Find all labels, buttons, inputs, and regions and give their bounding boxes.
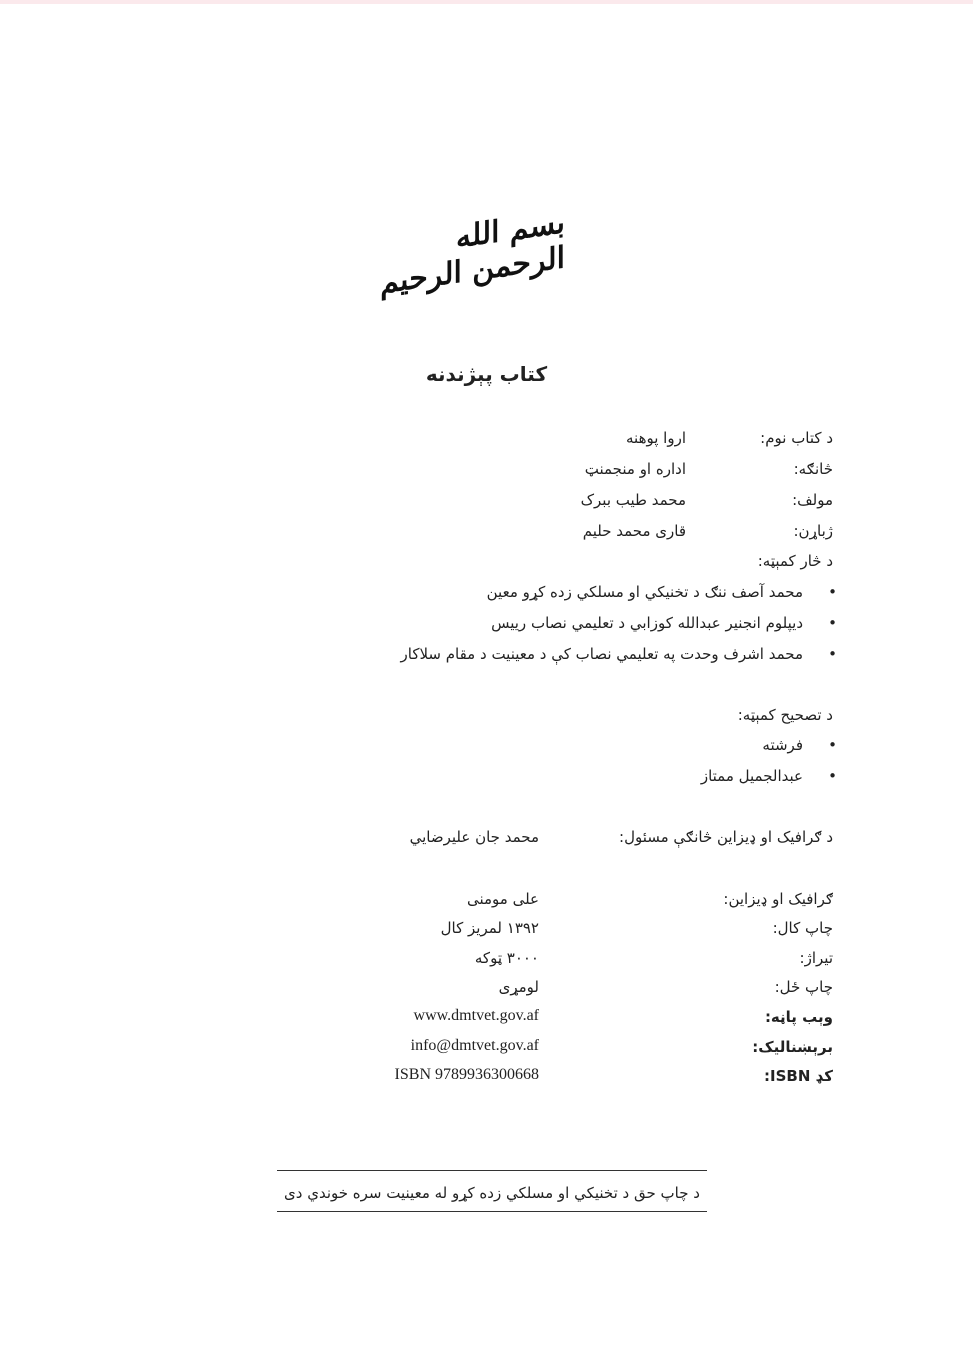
author-label: مولف: bbox=[792, 491, 833, 509]
page-title: کتاب پېژندنه bbox=[425, 362, 548, 386]
book-name-label: د کتاب نوم: bbox=[760, 429, 833, 447]
translator-value: قاری محمد حلیم bbox=[582, 522, 686, 540]
list-item: فرشته • bbox=[762, 735, 803, 755]
circulation-label: تیراژ: bbox=[799, 949, 833, 967]
isbn-value: ISBN 9789936300668 bbox=[394, 1066, 539, 1083]
website-value[interactable]: www.dmtvet.gov.af bbox=[413, 1007, 539, 1024]
translator-label: ژباړن: bbox=[793, 522, 833, 540]
correction-label: د تصحیح کمېټه: bbox=[737, 706, 833, 724]
divider-bottom bbox=[277, 1211, 707, 1212]
print-year-value: ۱۳۹۲ لمریز کال bbox=[440, 919, 539, 937]
print-year-label: چاپ کال: bbox=[772, 919, 833, 937]
circulation-value: ۳۰۰۰ ټوکه bbox=[474, 949, 539, 967]
isbn-label: کډ ISBN: bbox=[764, 1067, 833, 1085]
edition-value: لومړی bbox=[498, 978, 539, 996]
book-name-value: اروا پوهنه bbox=[626, 429, 686, 447]
list-item: دیپلوم انجنیر عبدالله کوزابي د تعلیمي نصاب رییس • bbox=[491, 613, 803, 633]
divider-top bbox=[277, 1170, 707, 1171]
email-label: برېښنالیک: bbox=[752, 1038, 833, 1056]
department-value: اداره او منجمنټ bbox=[584, 460, 686, 478]
copyright-notice: د چاپ حق د تخنیکي او مسلکي زده کړو له معینیت سره خوندي دی bbox=[284, 1184, 700, 1202]
designer-label: ګرافیک او ډیزاین: bbox=[723, 890, 833, 908]
design-head-label: د ګرافیک او ډیزاین څانګې مسئول: bbox=[619, 828, 833, 846]
department-label: څانګه: bbox=[793, 460, 833, 478]
list-item: عبدالجمیل ممتاز • bbox=[701, 766, 803, 786]
author-value: محمد طیب ببرک bbox=[580, 491, 686, 509]
email-value[interactable]: info@dmtvet.gov.af bbox=[410, 1037, 539, 1054]
designer-value: علی مومنی bbox=[466, 890, 539, 908]
list-item: محمد اشرف وحدت په تعلیمي نصاب کې د معینیت د مقام سلاکار • bbox=[401, 644, 804, 664]
list-item: محمد آصف ننګ د تخنیکي او مسلکي زده کړو معین • bbox=[487, 582, 803, 602]
supervision-label: د څار کمېټه: bbox=[757, 552, 833, 570]
top-bar bbox=[0, 0, 973, 4]
design-head-value: محمد جان علیرضایي bbox=[409, 828, 539, 846]
edition-label: چاپ ځل: bbox=[774, 978, 833, 996]
basmala-calligraphy: بسم الله الرحمن الرحيم bbox=[380, 205, 565, 302]
website-label: وېب پاڼه: bbox=[764, 1008, 833, 1026]
